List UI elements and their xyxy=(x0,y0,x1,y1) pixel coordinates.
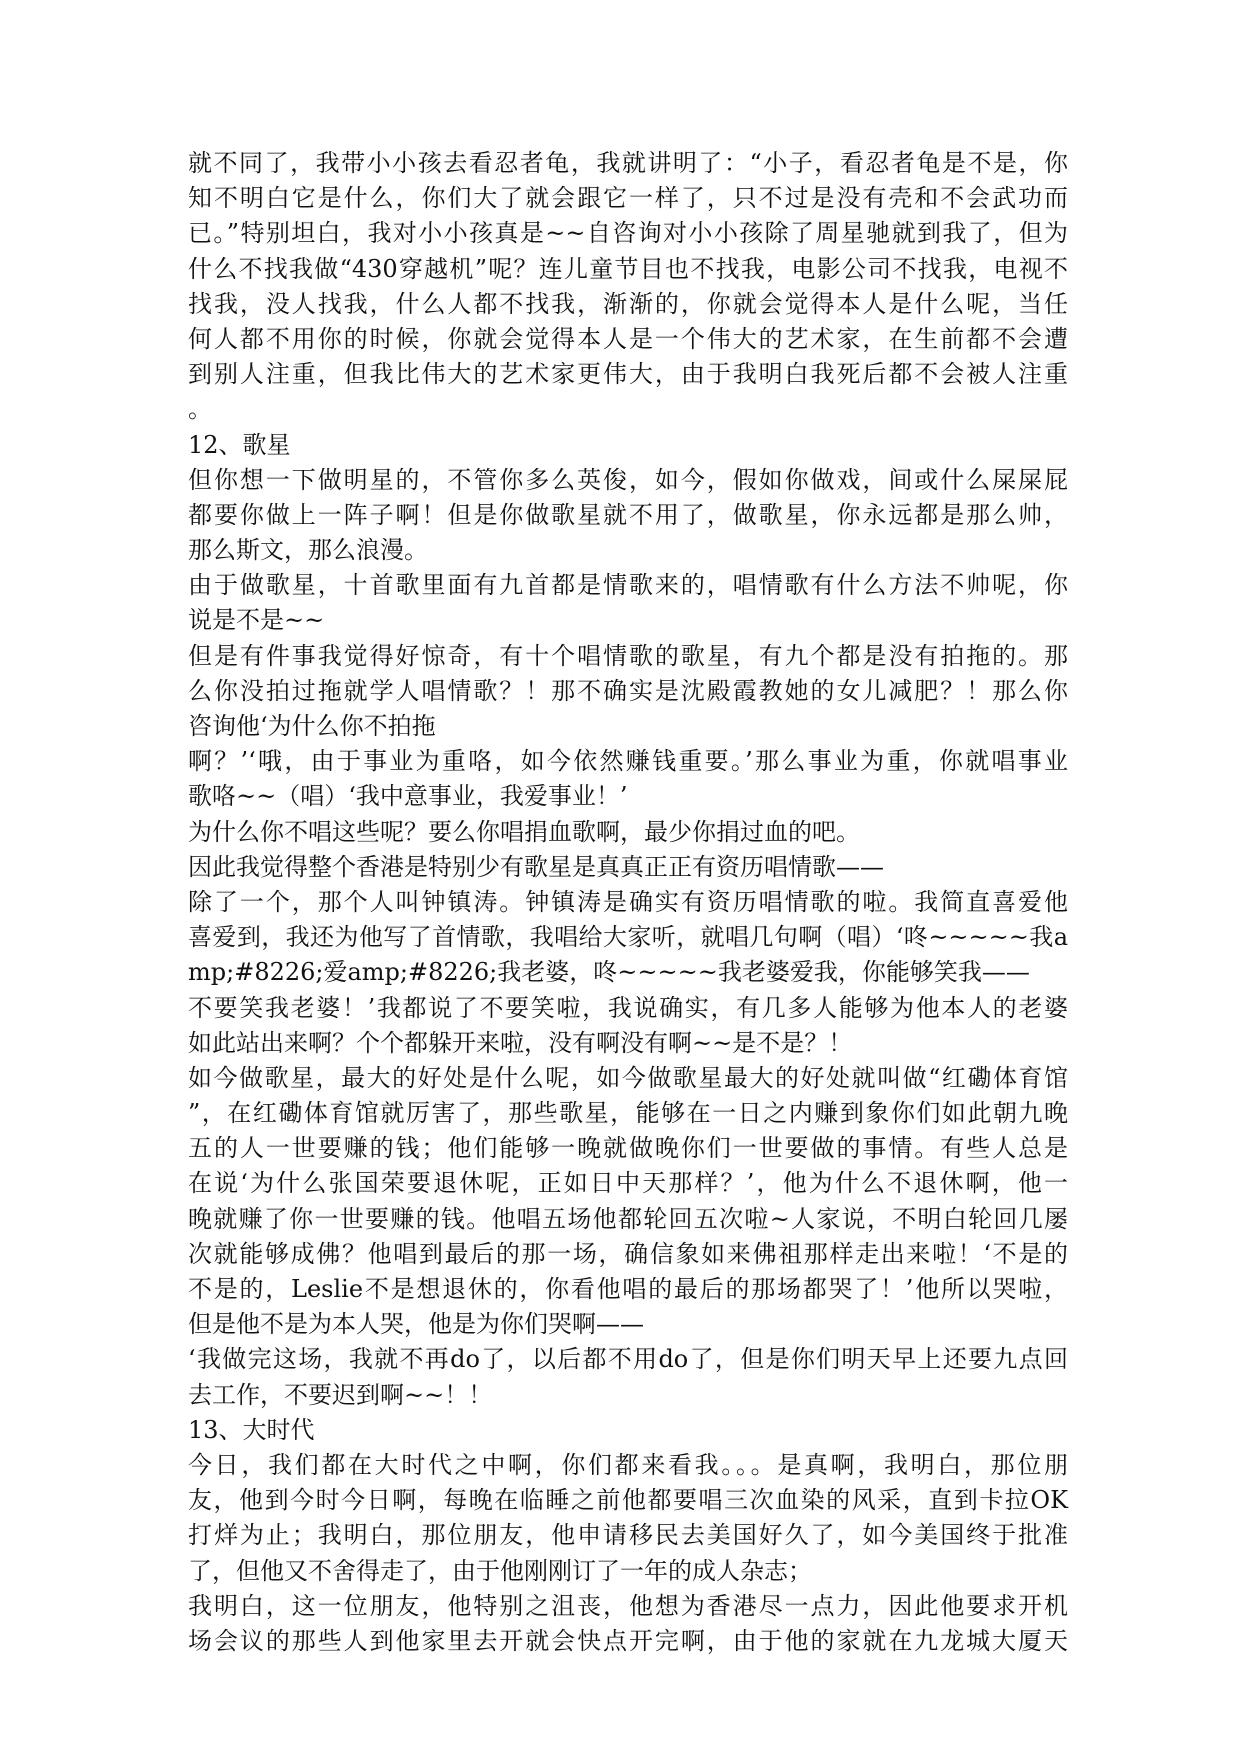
text-line: 但你想一下做明星的，不管你多么英俊，如今，假如你做戏，间或什么屎屎屁 xyxy=(188,465,1068,494)
text-line: 何人都不用你的时候，你就会觉得本人是一个伟大的艺术家，在生前都不会遭 xyxy=(188,324,1068,353)
text-line: 除了一个，那个人叫钟镇涛。钟镇涛是确实有资历唱情歌的啦。我简直喜爱他 xyxy=(188,887,1068,916)
text-line: 但是他不是为本人哭，他是为你们哭啊—— xyxy=(188,1310,644,1339)
text-line: 友，他到今时今日啊，每晚在临睡之前他都要唱三次血染的风采，直到卡拉OK xyxy=(188,1486,1068,1515)
text-line: ”，在红磡体育馆就厉害了，那些歌星，能够在一日之内赚到象你们如此朝九晚 xyxy=(188,1099,1068,1128)
text-line: 由于做歌星，十首歌里面有九首都是情歌来的，唱情歌有什么方法不帅呢，你 xyxy=(188,571,1068,600)
text-line: 次就能够成佛？他唱到最后的那一场，确信象如来佛祖那样走出来啦！‘不是的 xyxy=(188,1239,1068,1268)
text-line: 去工作，不要迟到啊~~！！ xyxy=(188,1380,493,1409)
text-line: 都要你做上一阵子啊！但是你做歌星就不用了，做歌星，你永远都是那么帅， xyxy=(188,500,1068,529)
text-line: 晚就赚了你一世要赚的钱。他唱五场他都轮回五次啦~人家说，不明白轮回几屡 xyxy=(188,1204,1068,1233)
text-line: 不要笑我老婆！’我都说了不要笑啦，我说确实，有几多人能够为他本人的老婆 xyxy=(188,993,1068,1022)
text-line: 歌咯~~（唱）‘我中意事业，我爱事业！’ xyxy=(188,782,628,811)
text-line: 13、大时代 xyxy=(188,1415,315,1444)
text-line: 找我，没人找我，什么人都不找我，渐渐的，你就会觉得本人是什么呢，当任 xyxy=(188,289,1068,318)
text-line: 说是不是~~ xyxy=(188,606,325,635)
text-line: 在说‘为什么张国荣要退休呢，正如日中天那样？’，他为什么不退休啊，他一 xyxy=(188,1169,1068,1198)
text-line: 我明白，这一位朋友，他特别之沮丧，他想为香港尽一点力，因此他要求开机 xyxy=(188,1591,1068,1620)
text-line: 知不明白它是什么，你们大了就会跟它一样了，只不过是没有壳和不会武功而 xyxy=(188,184,1068,213)
text-line: 喜爱到，我还为他写了首情歌，我唱给大家听，就唱几句啊（唱）‘咚~~~~~我a xyxy=(188,923,1068,952)
text-line: 啊？’‘哦，由于事业为重咯，如今依然赚钱重要。’那么事业为重，你就唱事业 xyxy=(188,747,1068,776)
text-line: 了，但他又不舍得走了，由于他刚刚订了一年的成人杂志； xyxy=(188,1556,812,1585)
text-line: mp;#8226;爱amp;#8226;我老婆，咚~~~~~我老婆爱我，你能够笑我—— xyxy=(188,958,1030,987)
text-line: 么你没拍过拖就学人唱情歌？！那不确实是沈殿霞教她的女儿减肥？！那么你 xyxy=(188,676,1068,705)
text-line: 。 xyxy=(188,395,212,424)
text-line: 12、歌星 xyxy=(188,430,291,459)
text-line: 那么斯文，那么浪漫。 xyxy=(188,536,428,565)
text-line: ‘我做完这场，我就不再do了，以后都不用do了，但是你们明天早上还要九点回 xyxy=(188,1345,1068,1374)
text-line: 已。”特别坦白，我对小小孩真是~~自咨询对小小孩除了周星驰就到我了，但为 xyxy=(188,219,1068,248)
text-line: 如今做歌星，最大的好处是什么呢，如今做歌星最大的好处就叫做“红磡体育馆 xyxy=(188,1063,1068,1092)
text-line: 今日，我们都在大时代之中啊，你们都来看我。。。是真啊，我明白，那位朋 xyxy=(188,1450,1068,1479)
text-line: 到别人注重，但我比伟大的艺术家更伟大，由于我明白我死后都不会被人注重 xyxy=(188,360,1068,389)
text-line: 如此站出来啊？个个都躲开来啦，没有啊没有啊~~是不是？！ xyxy=(188,1028,853,1057)
text-line: 就不同了，我带小小孩去看忍者龟，我就讲明了：“小子，看忍者龟是不是，你 xyxy=(188,149,1068,177)
text-line: 为什么你不唱这些呢？要么你唱捐血歌啊，最少你捐过血的吧。 xyxy=(188,817,860,846)
text-line: 五的人一世要赚的钱；他们能够一晚就做晚你们一世要做的事情。有些人总是 xyxy=(188,1134,1068,1163)
text-line: 但是有件事我觉得好惊奇，有十个唱情歌的歌星，有九个都是没有拍拖的。那 xyxy=(188,641,1068,670)
text-line: 咨询他‘为什么你不拍拖 xyxy=(188,712,436,740)
text-line: 场会议的那些人到他家里去开就会快点开完啊，由于他的家就在九龙城大厦天 xyxy=(188,1626,1068,1655)
text-line: 什么不找我做“430穿越机”呢？连儿童节目也不找我，电影公司不找我，电视不 xyxy=(188,254,1068,283)
body-text xyxy=(188,146,1068,1659)
text-line: 因此我觉得整个香港是特别少有歌星是真真正正有资历唱情歌—— xyxy=(188,852,884,881)
text-line: 打烊为止；我明白，那位朋友，他申请移民去美国好久了，如今美国终于批准 xyxy=(188,1521,1068,1550)
text-line: 不是的，Leslie不是想退休的，你看他唱的最后的那场都哭了！’他所以哭啦， xyxy=(188,1275,1068,1303)
